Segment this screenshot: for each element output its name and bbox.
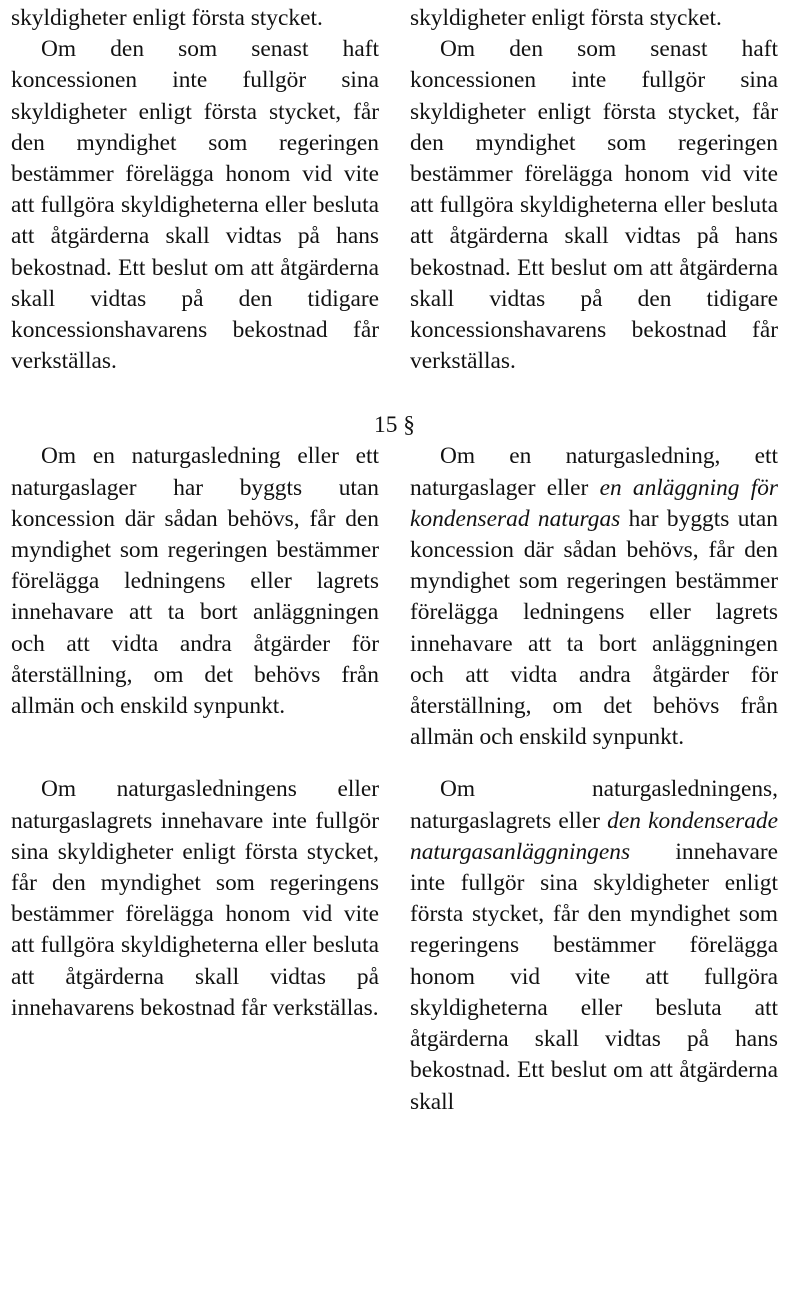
section-heading: 15 § bbox=[374, 412, 415, 439]
right-block1-paragraph: Om den som senast haft koncessionen inte fullgör sina skyldigheter enligt första stycket, får den myndighet som regeringen bestämmer förelägga honom vid vite att fullgöra skyldigheterna eller besluta att åtgärderna skall vidtas på hans bekostnad. Ett beslut om att åtgärderna skall vidtas på den tidigare koncessionshavarens bekostnad får verkställas. bbox=[410, 36, 778, 375]
right-column-p1 bbox=[410, 441, 778, 753]
right-block1-continuation: skyldigheter enligt första stycket. bbox=[410, 5, 722, 31]
left-p2: Om naturgasledningens eller naturgaslagrets innehavare inte fullgör sina skyldigheter enligt första stycket, får den myndighet som regeringens bestämmer förelägga honom vid vite att fullgöra skyldigheterna eller besluta att åtgärderna skall vidtas på innehavarens bekostnad får verkställas. bbox=[11, 776, 379, 1021]
left-column-p1 bbox=[11, 441, 379, 753]
document-page bbox=[11, 3, 778, 1118]
paragraph-row-3 bbox=[11, 774, 778, 1117]
right-p2 bbox=[410, 774, 778, 1117]
right-p1-text-before: Om en naturgasledning, ett naturgaslager eller bbox=[410, 443, 778, 501]
paragraph-row-2 bbox=[11, 441, 778, 753]
right-p1-text-after: har byggts utan koncession där sådan behövs, får den myndighet som regeringen bestämmer förelägga ledningens eller lagrets innehavare att ta bort anläggningen och att vidta andra åtgärder för återställning, om det behövs från allmän och enskild synpunkt. bbox=[410, 505, 778, 751]
left-block1-continuation: skyldigheter enligt första stycket. bbox=[11, 5, 323, 31]
right-p1-italic-insert: en anläggning för kondenserad naturgas bbox=[410, 474, 778, 532]
left-block1-paragraph: Om den som senast haft koncessionen inte fullgör sina skyldigheter enligt första stycket, får den myndighet som regeringen bestämmer förelägga honom vid vite att fullgöra skyldigheterna eller besluta att åtgärderna skall vidtas på hans bekostnad. Ett beslut om att åtgärderna skall vidtas på den tidigare koncessionshavarens bekostnad får verkställas. bbox=[11, 36, 379, 375]
right-p2-italic-insert: den kondenserade naturgasanläggningens bbox=[410, 807, 778, 865]
right-p2-text-before: Om naturgasledningens, naturgaslagrets eller bbox=[410, 776, 778, 834]
paragraph-row-1 bbox=[11, 3, 778, 377]
right-column-p2 bbox=[410, 774, 778, 1117]
left-column-block-1 bbox=[11, 3, 379, 377]
left-column-p2 bbox=[11, 774, 379, 1117]
right-column-block-1 bbox=[410, 3, 778, 377]
right-p2-text-after: innehavare inte fullgör sina skyldigheter enligt första stycket, får den myndighet som regeringens bestämmer förelägga honom vid vite att fullgöra skyldigheterna eller besluta att åtgärderna skall vidtas på hans bekostnad. Ett beslut om att åtgärderna skall bbox=[410, 838, 778, 1115]
left-p1: Om en naturgasledning eller ett naturgaslager har byggts utan koncession där sådan behövs, får den myndighet som regeringen bestämmer förelägga ledningens eller lagrets innehavare att ta bort anläggningen och att vidta andra åtgärder för återställning, om det behövs från allmän och enskild synpunkt. bbox=[11, 443, 379, 720]
right-p1 bbox=[410, 441, 778, 753]
